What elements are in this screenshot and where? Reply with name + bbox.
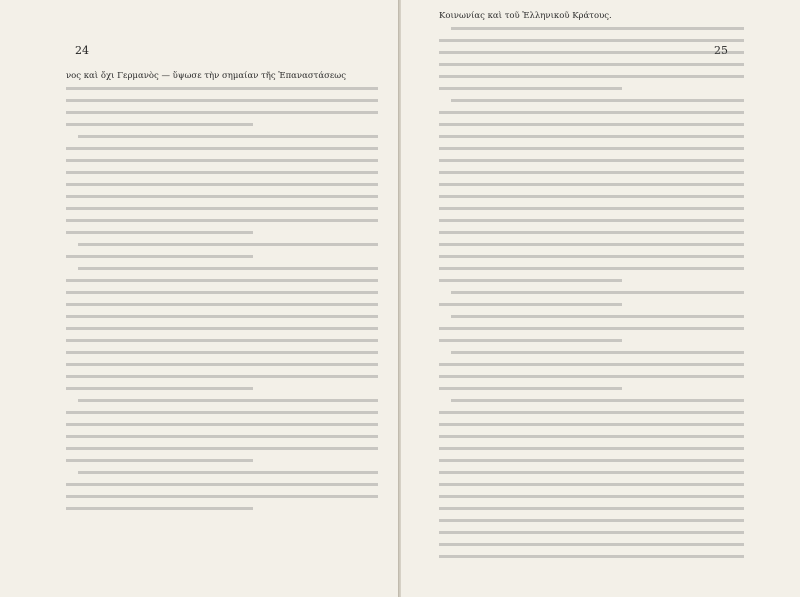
- text-line-placeholder: [439, 94, 744, 106]
- text-line-placeholder: [439, 250, 744, 262]
- text-line-placeholder: [439, 370, 744, 382]
- text-line-placeholder: [439, 466, 744, 478]
- text-line-placeholder: [439, 22, 744, 34]
- text-line-placeholder: [66, 322, 378, 334]
- text-line-placeholder: [439, 430, 744, 442]
- text-line-placeholder: [66, 502, 378, 514]
- text-line-placeholder: [66, 154, 378, 166]
- text-line-placeholder: [439, 34, 744, 46]
- text-line-placeholder: [439, 358, 744, 370]
- text-line-placeholder: [439, 322, 744, 334]
- text-line-placeholder: [66, 418, 378, 430]
- text-line-placeholder: [66, 430, 378, 442]
- text-line-placeholder: [66, 82, 378, 94]
- text-line-placeholder: [66, 262, 378, 274]
- left-page-number: 24: [75, 44, 89, 57]
- text-line-placeholder: [66, 130, 378, 142]
- text-line: Κοινωνίας καὶ τοῦ Ἑλληνικοῦ Κράτους.: [439, 11, 612, 21]
- text-line-placeholder: [66, 490, 378, 502]
- text-line-placeholder: [66, 286, 378, 298]
- text-line-placeholder: [66, 310, 378, 322]
- text-line-placeholder: [66, 118, 378, 130]
- text-line-placeholder: [66, 442, 378, 454]
- text-line-placeholder: [439, 70, 744, 82]
- right-page-text: [439, 10, 744, 562]
- text-line-placeholder: [439, 490, 744, 502]
- text-line-placeholder: [439, 178, 744, 190]
- text-line-placeholder: [439, 478, 744, 490]
- text-line-placeholder: [66, 226, 378, 238]
- text-line-placeholder: [66, 466, 378, 478]
- text-line-placeholder: [439, 382, 744, 394]
- text-line-placeholder: [66, 370, 378, 382]
- text-line-placeholder: [439, 310, 744, 322]
- text-line-placeholder: [439, 82, 744, 94]
- text-line-placeholder: [439, 346, 744, 358]
- right-page-number: 25: [714, 44, 728, 57]
- text-line-placeholder: [439, 286, 744, 298]
- text-line-placeholder: [439, 46, 744, 58]
- text-line-placeholder: [439, 274, 744, 286]
- text-line-placeholder: [439, 454, 744, 466]
- text-line-placeholder: [439, 334, 744, 346]
- text-line-placeholder: [439, 418, 744, 430]
- text-line-placeholder: [66, 406, 378, 418]
- text-line-placeholder: [66, 394, 378, 406]
- text-line-placeholder: [439, 298, 744, 310]
- text-line-placeholder: [439, 190, 744, 202]
- text-line-placeholder: [66, 346, 378, 358]
- text-line-placeholder: [66, 238, 378, 250]
- text-line-placeholder: [66, 454, 378, 466]
- text-line-placeholder: [439, 238, 744, 250]
- text-line-placeholder: [66, 178, 378, 190]
- left-page-text: [66, 70, 378, 514]
- text-line-placeholder: [66, 202, 378, 214]
- text-line-placeholder: [66, 106, 378, 118]
- text-line-placeholder: [66, 94, 378, 106]
- text-line-placeholder: [66, 358, 378, 370]
- text-line-placeholder: [439, 142, 744, 154]
- text-line-placeholder: [66, 142, 378, 154]
- text-line-placeholder: [66, 382, 378, 394]
- text-line-placeholder: [439, 514, 744, 526]
- text-line-placeholder: [66, 298, 378, 310]
- text-line: νος καὶ ὄχι Γερμανὸς — ὕψωσε τὴν σημαίαν τῆς Ἐπαναστάσεως: [66, 71, 346, 81]
- text-line-placeholder: [439, 154, 744, 166]
- text-line-placeholder: [66, 274, 378, 286]
- text-line-placeholder: [66, 478, 378, 490]
- text-line-placeholder: [439, 550, 744, 562]
- text-line-placeholder: [439, 214, 744, 226]
- text-line-placeholder: [439, 406, 744, 418]
- text-line-placeholder: [439, 58, 744, 70]
- text-line-placeholder: [66, 166, 378, 178]
- text-line-placeholder: [66, 334, 378, 346]
- text-line-placeholder: [439, 526, 744, 538]
- text-line-placeholder: [439, 262, 744, 274]
- text-line-placeholder: [439, 394, 744, 406]
- text-line-placeholder: [66, 190, 378, 202]
- text-line-placeholder: [439, 118, 744, 130]
- text-line-placeholder: [439, 226, 744, 238]
- text-line-placeholder: [439, 538, 744, 550]
- right-page: [400, 0, 800, 597]
- text-line-placeholder: [66, 250, 378, 262]
- text-line-placeholder: [439, 106, 744, 118]
- text-line-placeholder: [439, 130, 744, 142]
- text-line-placeholder: [439, 502, 744, 514]
- text-line-placeholder: [66, 214, 378, 226]
- text-line-placeholder: [439, 202, 744, 214]
- text-line-placeholder: [439, 166, 744, 178]
- text-line-placeholder: [439, 442, 744, 454]
